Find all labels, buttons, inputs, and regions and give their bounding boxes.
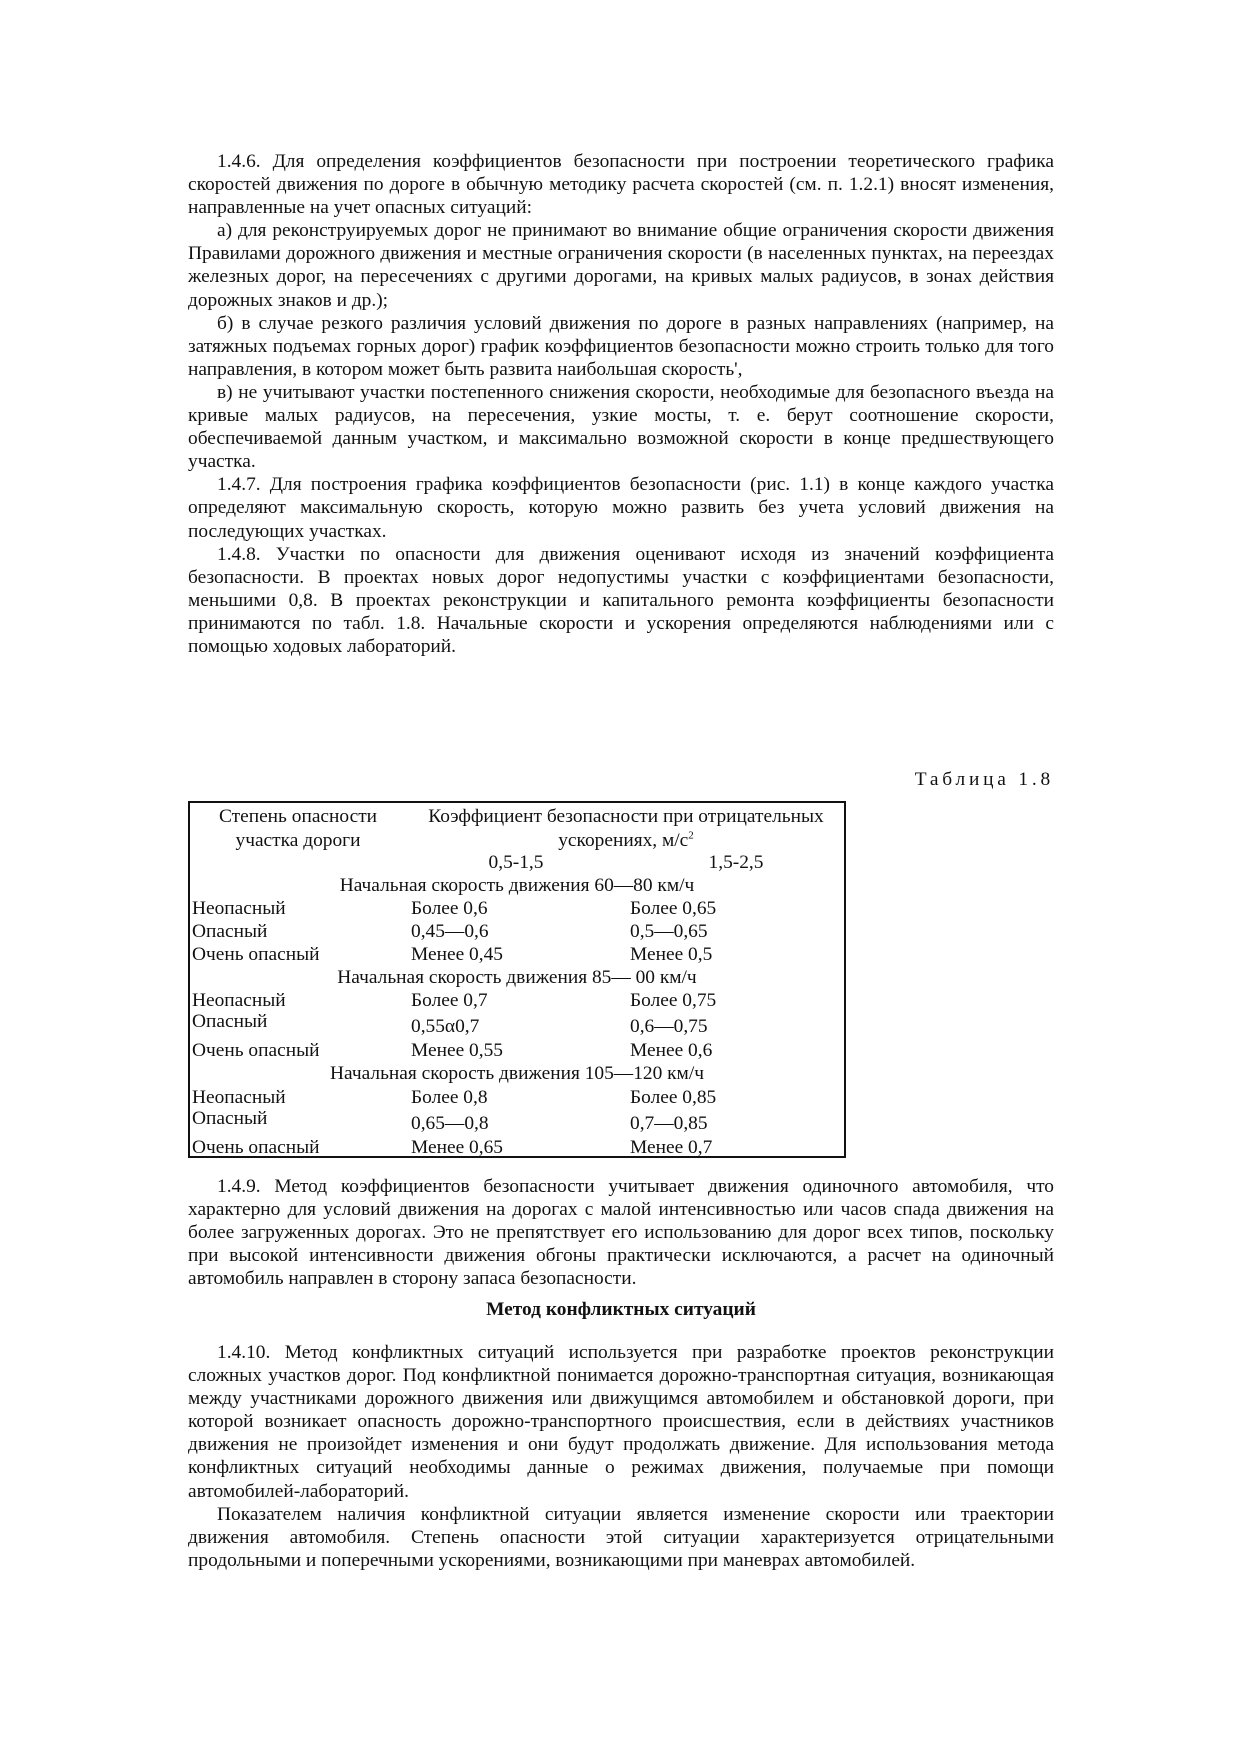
table-cell-col2: 0,7—0,85	[630, 1113, 708, 1134]
table-cell-danger: Опасный	[192, 921, 268, 942]
table-group-title: Начальная скорость движения 60—80 км/ч	[339, 875, 695, 896]
paragraph-1-4-8: 1.4.8. Участки по опасности для движения оценивают исходя из значений коэффициента безопасности. В проектах новых дорог недопустимы участки с коэффициентами безопасности, меньшими 0,8. В проектах реконструкции и капитального ремонта коэффициенты безопасности принимаются по табл. 1.8. Начальные скорости и ускорения определяются наблюдениями или с помощью ходовых лабораторий.	[188, 543, 1054, 657]
table-header-coefficient	[406, 805, 846, 852]
table-cell-col1: Менее 0,55	[411, 1040, 503, 1061]
table-cell-danger: Очень опасный	[192, 944, 320, 965]
table-subheader-col2: 1,5-2,5	[708, 852, 764, 873]
paragraph-1-4-10: 1.4.10. Метод конфликтных ситуаций используется при разработке проектов реконструкции сложных участков дорог. Под конфликтной понимается дорожно-транспортная ситуация, возникающая между участниками дорожного движения или движущимся автомобилем и обстановкой дороги, при которой возникает опасность дорожно-транспортного происшествия, если в действиях участников движения не произойдет изменения и они будут продолжать движение. Для использования метода конфликтных ситуаций необходимы данные о режимах движения, получаемые при помощи автомобилей-лабораторий.	[188, 1342, 1054, 1502]
section-1-4-9	[188, 1175, 1054, 1290]
table-cell-col2: Более 0,75	[630, 990, 717, 1011]
table-cell-danger: Неопасный	[192, 990, 286, 1011]
table-cell-danger: Неопасный	[192, 1087, 286, 1108]
table-cell-col1: 0,45—0,6	[411, 921, 489, 942]
table-cell-col2: 0,5—0,65	[630, 921, 708, 942]
section-1-4-6-to-1-4-8	[188, 150, 1054, 658]
table-cell-col1: 0,65—0,8	[411, 1113, 489, 1134]
table-header-danger-degree: Степень опасности участка дороги	[218, 806, 378, 851]
paragraph-item-a: а) для реконструируемых дорог не принимают во внимание общие ограничения скорости движения Правилами дорожного движения и местные ограничения скорости (в населенных пунктах, на переездах железных дорог, на пересечениях с другими дорогами, на кривых малых радиусов, в зонах действия дорожных знаков и др.);	[188, 220, 1054, 311]
table-cell-col1: 0,55α0,7	[411, 1016, 480, 1037]
table-cell-col2: Менее 0,5	[630, 944, 713, 965]
table-cell-col1: Менее 0,45	[411, 944, 503, 965]
table-cell-danger: Очень опасный	[192, 1040, 320, 1061]
table-cell-col1: Более 0,6	[411, 898, 488, 919]
table-header-coefficient-text: Коэффициент безопасности при отрицательных ускорениях, м/с	[428, 806, 824, 851]
table-cell-col1: Более 0,7	[411, 990, 488, 1011]
paragraph-1-4-6: 1.4.6. Для определения коэффициентов безопасности при построении теоретического графика скоростей движения по дороге в обычную методику расчета скоростей (см. п. 1.2.1) вносят изменения, направленные на учет опасных ситуаций:	[188, 151, 1054, 219]
table-group-title: Начальная скорость движения 85— 00 км/ч	[337, 967, 697, 988]
paragraph-item-v: в) не учитывают участки постепенного снижения скорости, необходимые для безопасного въезда на кривые малых радиусов, на пересечения, узкие мосты, т. е. берут соотношение скорости, обеспечиваемой данным участком, и максимально возможной скорости в конце предшествующего участка.	[188, 381, 1054, 473]
table-cell-danger: Опасный	[192, 1011, 268, 1032]
table-group-title: Начальная скорость движения 105—120 км/ч	[330, 1063, 704, 1084]
section-heading: Метод конфликтных ситуаций	[486, 1299, 756, 1320]
table-cell-col2: Более 0,65	[630, 898, 717, 919]
table-cell-danger: Опасный	[192, 1108, 268, 1129]
table-cell-col1: Более 0,8	[411, 1087, 488, 1108]
table-cell-col2: Менее 0,6	[630, 1040, 713, 1061]
table-cell-col1: Менее 0,65	[411, 1137, 503, 1158]
paragraph-item-b: б) в случае резкого различия условий движения по дороге в разных направлениях (например, на затяжных подъемах горных дорог) график коэффициентов безопасности можно строить только для того направления, в котором может быть развита наибольшая скорость',	[188, 312, 1054, 380]
table-cell-col2: Более 0,85	[630, 1087, 717, 1108]
table-cell-col2: 0,6—0,75	[630, 1016, 708, 1037]
paragraph-1-4-9: 1.4.9. Метод коэффициентов безопасности учитывает движения одиночного автомобиля, что характерно для условий движения на дорогах с малой интенсивностью или часов спада движения на более загруженных дорогах. Это не препятствует его использованию для дорог всех типов, поскольку при высокой интенсивности движения обгоны практически исключаются, а расчет на одиночный автомобиль направлен в сторону запаса безопасности.	[188, 1176, 1054, 1290]
table-cell-danger: Очень опасный	[192, 1137, 320, 1158]
paragraph-conflict-indicator: Показателем наличия конфликтной ситуации является изменение скорости или траектории движения автомобиля. Степень опасности этой ситуации характеризуется отрицательными продольными и поперечными ускорениями, возникающими при маневрах автомобилей.	[188, 1503, 1054, 1571]
safety-coefficient-table	[188, 801, 846, 1158]
table-subheader-col1: 0,5-1,5	[488, 852, 544, 873]
section-1-4-10	[188, 1341, 1054, 1572]
table-cell-col2: Менее 0,7	[630, 1137, 713, 1158]
table-header-coefficient-sup: 2	[688, 829, 694, 842]
table-cell-danger: Неопасный	[192, 898, 286, 919]
table-caption: Таблица 1.8	[914, 769, 1054, 790]
paragraph-1-4-7: 1.4.7. Для построения графика коэффициентов безопасности (рис. 1.1) в конце каждого участка определяют максимальную скорость, которую можно развить без учета условий движения на последующих участках.	[188, 474, 1054, 542]
